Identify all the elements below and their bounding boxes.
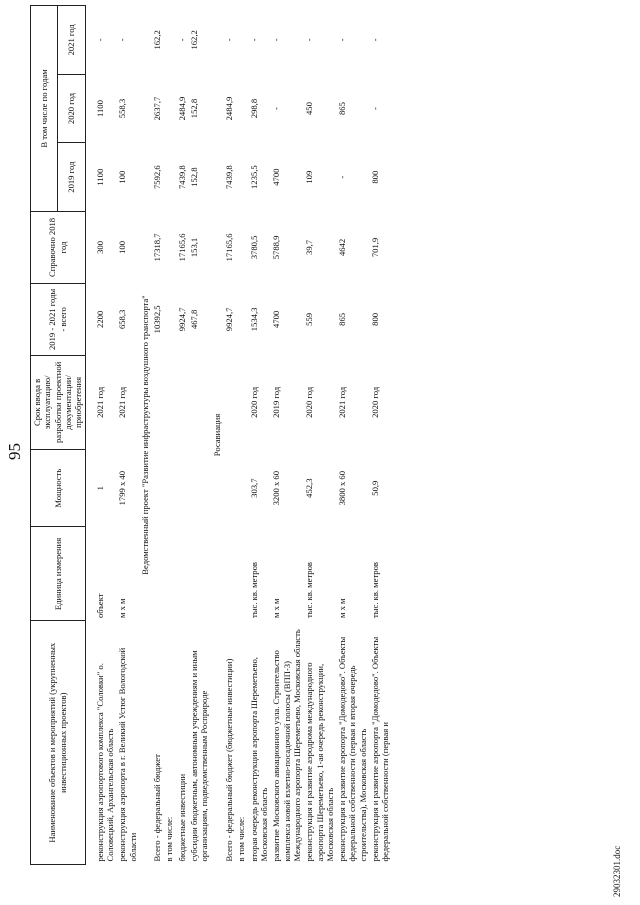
cell-2019: 7439,8 — [176, 165, 187, 189]
cell-2020: 450 — [304, 102, 315, 115]
header-capacity: Мощность — [31, 449, 86, 526]
cell-capacity: 452,3 — [304, 478, 315, 498]
cell-unit: м х м — [117, 598, 128, 618]
cell-name: в том числе: — [236, 816, 247, 862]
table-row — [223, 6, 235, 865]
agency-title: Росавиация — [211, 413, 222, 457]
table-row — [94, 6, 117, 865]
cell-total: 9924,7 — [176, 307, 187, 332]
cell-reference: 5788,9 — [271, 235, 282, 260]
header-name: Наименование объектов и мероприятий (укрупненных инвестиционных проектов) — [31, 621, 86, 865]
table-row — [151, 6, 163, 865]
cell-unit: тыс. кв. метров — [248, 562, 259, 618]
cell-capacity: 303,7 — [248, 478, 259, 498]
cell-deadline: 2021 год — [94, 386, 105, 418]
cell-total: 1534,3 — [248, 307, 259, 332]
table-row — [248, 6, 271, 865]
cell-2020: 298,8 — [248, 98, 259, 119]
cell-total: 9924,7 — [224, 307, 234, 332]
cell-reference: 17165,6 — [176, 233, 187, 262]
cell-2020: 152,8 — [189, 98, 200, 119]
cell-capacity — [151, 449, 163, 526]
cell-total: 658,3 — [117, 309, 128, 330]
table-body — [85, 6, 392, 865]
cell-unit — [223, 527, 235, 621]
cell-deadline: 2020 год — [248, 386, 259, 418]
header-2020: 2020 год — [58, 74, 85, 143]
cell-name: реконструкция аэропорта в г. Великий Устюг Вологодской области — [117, 647, 138, 862]
cell-2021: - — [370, 38, 381, 42]
header-2019: 2019 год — [58, 143, 85, 212]
header-reference: Справочно 2018 год — [31, 211, 86, 283]
cell-2021: - — [94, 38, 105, 42]
cell-unit — [151, 527, 163, 621]
table-row — [176, 6, 188, 865]
cell-deadline — [176, 355, 188, 449]
cell-2021: - — [248, 38, 259, 42]
cell-name: реконструкция и развитие аэродрома международного аэропорта Шереметьево, 1-ая очередь реконструкции, Московская область — [304, 662, 335, 862]
cell-2020: - — [271, 107, 282, 110]
cell-total: 865 — [337, 312, 348, 326]
cell-reference: 3780,5 — [248, 235, 259, 260]
cell-2020: 558,3 — [117, 98, 128, 119]
table-row — [163, 6, 175, 865]
cell-unit: тыс. кв. метров — [370, 562, 381, 618]
table-row — [116, 6, 139, 865]
cell-2021: 162,2 — [152, 30, 163, 50]
header-including: В том числе по годам — [31, 6, 58, 212]
page-number: 95 — [5, 443, 24, 460]
cell-total: 2200 — [94, 310, 105, 328]
cell-name: бюджетные инвестиции — [176, 773, 187, 862]
cell-name: Всего - федеральный бюджет — [152, 754, 163, 862]
cell-2019: 152,8 — [189, 167, 200, 187]
cell-reference: 4642 — [337, 238, 348, 257]
cell-name: субсидии бюджетным, автономным учреждениям и иным организациям, подведомственным Росприроде — [189, 650, 210, 862]
investment-table — [30, 5, 392, 865]
cell-2020: 2637,7 — [152, 96, 163, 121]
cell-deadline — [223, 355, 235, 449]
cell-2020: 1100 — [94, 100, 105, 117]
project-title: Ведомственный проект "Развитие инфраструктуры воздушного транспорта" — [139, 295, 150, 575]
table-row — [369, 6, 392, 865]
table-row — [235, 6, 247, 865]
header-2021: 2021 год — [58, 6, 85, 75]
cell-reference: 17165,6 — [224, 233, 234, 262]
cell-deadline: 2019 год — [271, 386, 282, 418]
cell-capacity: 3800 х 60 — [337, 470, 348, 506]
cell-reference: 153,1 — [189, 237, 200, 258]
cell-2020: 865 — [337, 102, 348, 115]
cell-capacity — [176, 449, 188, 526]
cell-total: 10392,5 — [152, 305, 163, 334]
header-unit: Единица измерения — [31, 527, 86, 621]
cell-reference: 701,9 — [370, 237, 381, 258]
cell-capacity: 1 — [94, 486, 105, 491]
cell-name: реконструкция и развитие аэропорта "Домодедово". Объекты федеральной собственности (первая и — [370, 636, 391, 862]
cell-unit: м х м — [271, 598, 282, 618]
header-deadline: Срок ввода в эксплуатацию/ разработки проектной документации/ приобретения — [31, 355, 86, 449]
cell-2021: - — [117, 38, 128, 42]
cell-2021: - — [224, 38, 234, 42]
cell-total: 4700 — [271, 310, 282, 328]
cell-total: 559 — [304, 312, 315, 326]
table-row — [188, 6, 211, 865]
cell-2019: 7439,8 — [224, 165, 234, 189]
cell-name: в том числе: — [164, 816, 175, 862]
table-row — [303, 6, 336, 865]
cell-reference: 100 — [117, 241, 128, 254]
cell-capacity — [223, 449, 235, 526]
cell-capacity: 50,9 — [370, 480, 381, 496]
cell-deadline — [188, 355, 211, 449]
cell-total: 467,8 — [189, 309, 200, 330]
cell-name: реконструкция и развитие аэропорта "Домодедово". Объекты федеральной собственности (первая и вторая очередь строительства), Московская область — [337, 636, 368, 862]
table-header — [31, 6, 86, 865]
cell-name: вторая очередь реконструкции аэропорта Шереметьево, Московская область — [248, 657, 269, 862]
cell-deadline: 2021 год — [337, 386, 348, 418]
cell-2020: 2484,9 — [224, 96, 234, 121]
cell-2021: 162,2 — [189, 30, 200, 50]
cell-2021: - — [176, 38, 187, 42]
cell-capacity — [188, 449, 211, 526]
table-row — [270, 6, 303, 865]
cell-name: Всего - федеральный бюджет (бюджетные инвестиции) — [224, 658, 234, 862]
cell-unit — [188, 527, 211, 621]
cell-2020: - — [370, 107, 381, 110]
cell-unit: объект — [94, 593, 105, 618]
cell-2019: 7592,6 — [152, 165, 163, 189]
cell-total: 800 — [370, 312, 381, 326]
cell-name: развитие Московского авиационного узла. Строительство комплекса новой взлетно-посадочной полосы (ВПП-3) Международного аэропорта Шереметьево, Московская область — [271, 629, 302, 862]
cell-2019: 1100 — [94, 168, 105, 186]
cell-capacity: 3200 х 60 — [271, 470, 282, 506]
cell-capacity: 1799 х 40 — [117, 470, 128, 506]
cell-deadline: 2020 год — [304, 386, 315, 418]
cell-2021: - — [337, 38, 348, 42]
table-row — [336, 6, 369, 865]
file-name: 29032301.doc — [612, 845, 622, 897]
cell-2019: 1235,5 — [248, 165, 259, 189]
cell-unit: м х м — [337, 598, 348, 618]
cell-deadline: 2020 год — [370, 386, 381, 418]
cell-2021: - — [271, 38, 282, 42]
cell-2019: 4700 — [271, 168, 282, 186]
cell-reference: 300 — [94, 241, 105, 254]
cell-deadline: 2021 год — [117, 386, 128, 418]
cell-2019: 800 — [370, 170, 381, 184]
header-total: 2019 - 2021 годы - всего — [31, 283, 86, 355]
cell-unit: тыс. кв. метров — [304, 562, 315, 618]
cell-2019: 109 — [304, 170, 315, 184]
cell-2019: - — [337, 175, 348, 179]
cell-2019: 100 — [117, 170, 128, 184]
cell-name: реконструкция аэропортового комплекса "Соловки" о. Соловецкий, Архангельская область — [94, 663, 115, 862]
cell-2020: 2484,9 — [176, 96, 187, 121]
cell-unit — [176, 527, 188, 621]
cell-deadline — [151, 355, 163, 449]
cell-reference: 39,7 — [304, 239, 315, 255]
cell-reference: 17318,7 — [152, 233, 163, 262]
cell-2021: - — [304, 38, 315, 42]
